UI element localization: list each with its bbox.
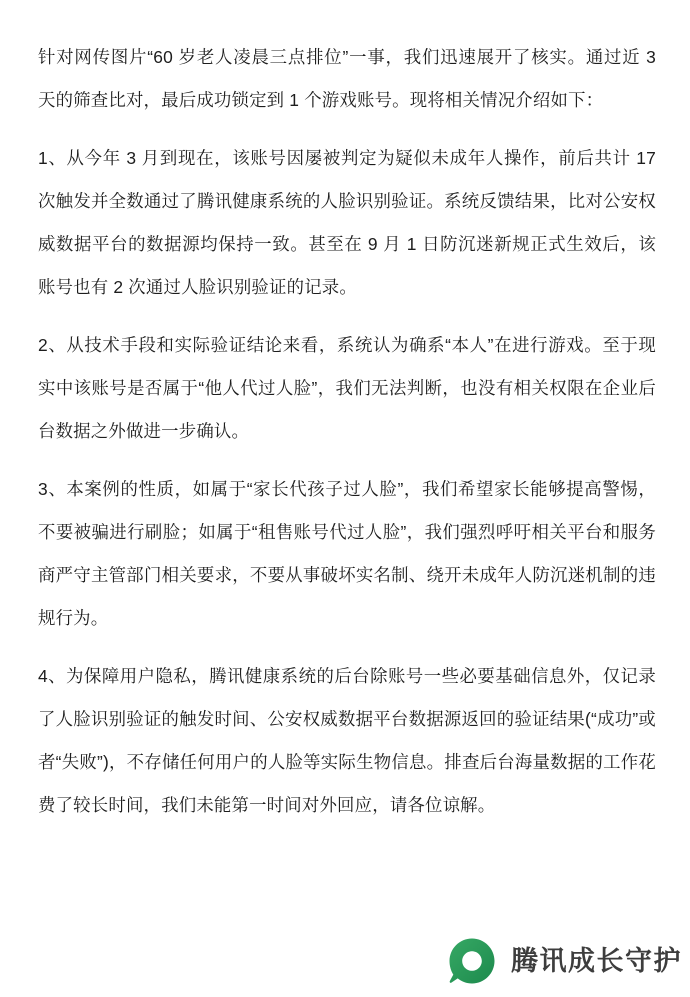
paragraph-point-3: 3、本案例的性质，如属于“家长代孩子过人脸”，我们希望家长能够提高警惕，不要被骗进行刷脸；如属于“租售账号代过人脸”，我们强烈呼吁相关平台和服务商严守主管部门相关要求，不要从事破坏实名制、绕开未成年人防沉迷机制的违规行为。 bbox=[38, 479, 656, 628]
paragraph-intro: 针对网传图片“60 岁老人凌晨三点排位”一事，我们迅速展开了核实。通过近 3 天的筛查比对，最后成功锁定到 1 个游戏账号。现将相关情况介绍如下： bbox=[38, 47, 656, 110]
paragraph-point-4: 4、为保障用户隐私，腾讯健康系统的后台除账号一些必要基础信息外，仅记录了人脸识别验证的触发时间、公安权威数据平台数据源返回的验证结果(“成功”或者“失败”)，不存储任何用户的人脸等实际生物信息。排查后台海量数据的工作花费了较长时间，我们未能第一时间对外回应，请各位谅解。 bbox=[38, 666, 656, 815]
paragraph-point-1: 1、从今年 3 月到现在，该账号因屡被判定为疑似未成年人操作，前后共计 17 次触发并全数通过了腾讯健康系统的人脸识别验证。系统反馈结果，比对公安权威数据平台的数据源均保持一致。甚至在 9 月 1 日防沉迷新规正式生效后，该账号也有 2 次通过人脸识别验证的记录。 bbox=[38, 148, 656, 297]
growth-guardian-ring-icon bbox=[447, 936, 497, 986]
brand-name: 腾讯成长守护 bbox=[511, 945, 682, 977]
paragraph-point-2: 2、从技术手段和实际验证结论来看，系统认为确系“本人”在进行游戏。至于现实中该账号是否属于“他人代过人脸”，我们无法判断，也没有相关权限在企业后台数据之外做进一步确认。 bbox=[38, 335, 656, 441]
brand-lockup bbox=[447, 936, 682, 986]
statement-text-body bbox=[38, 36, 656, 827]
